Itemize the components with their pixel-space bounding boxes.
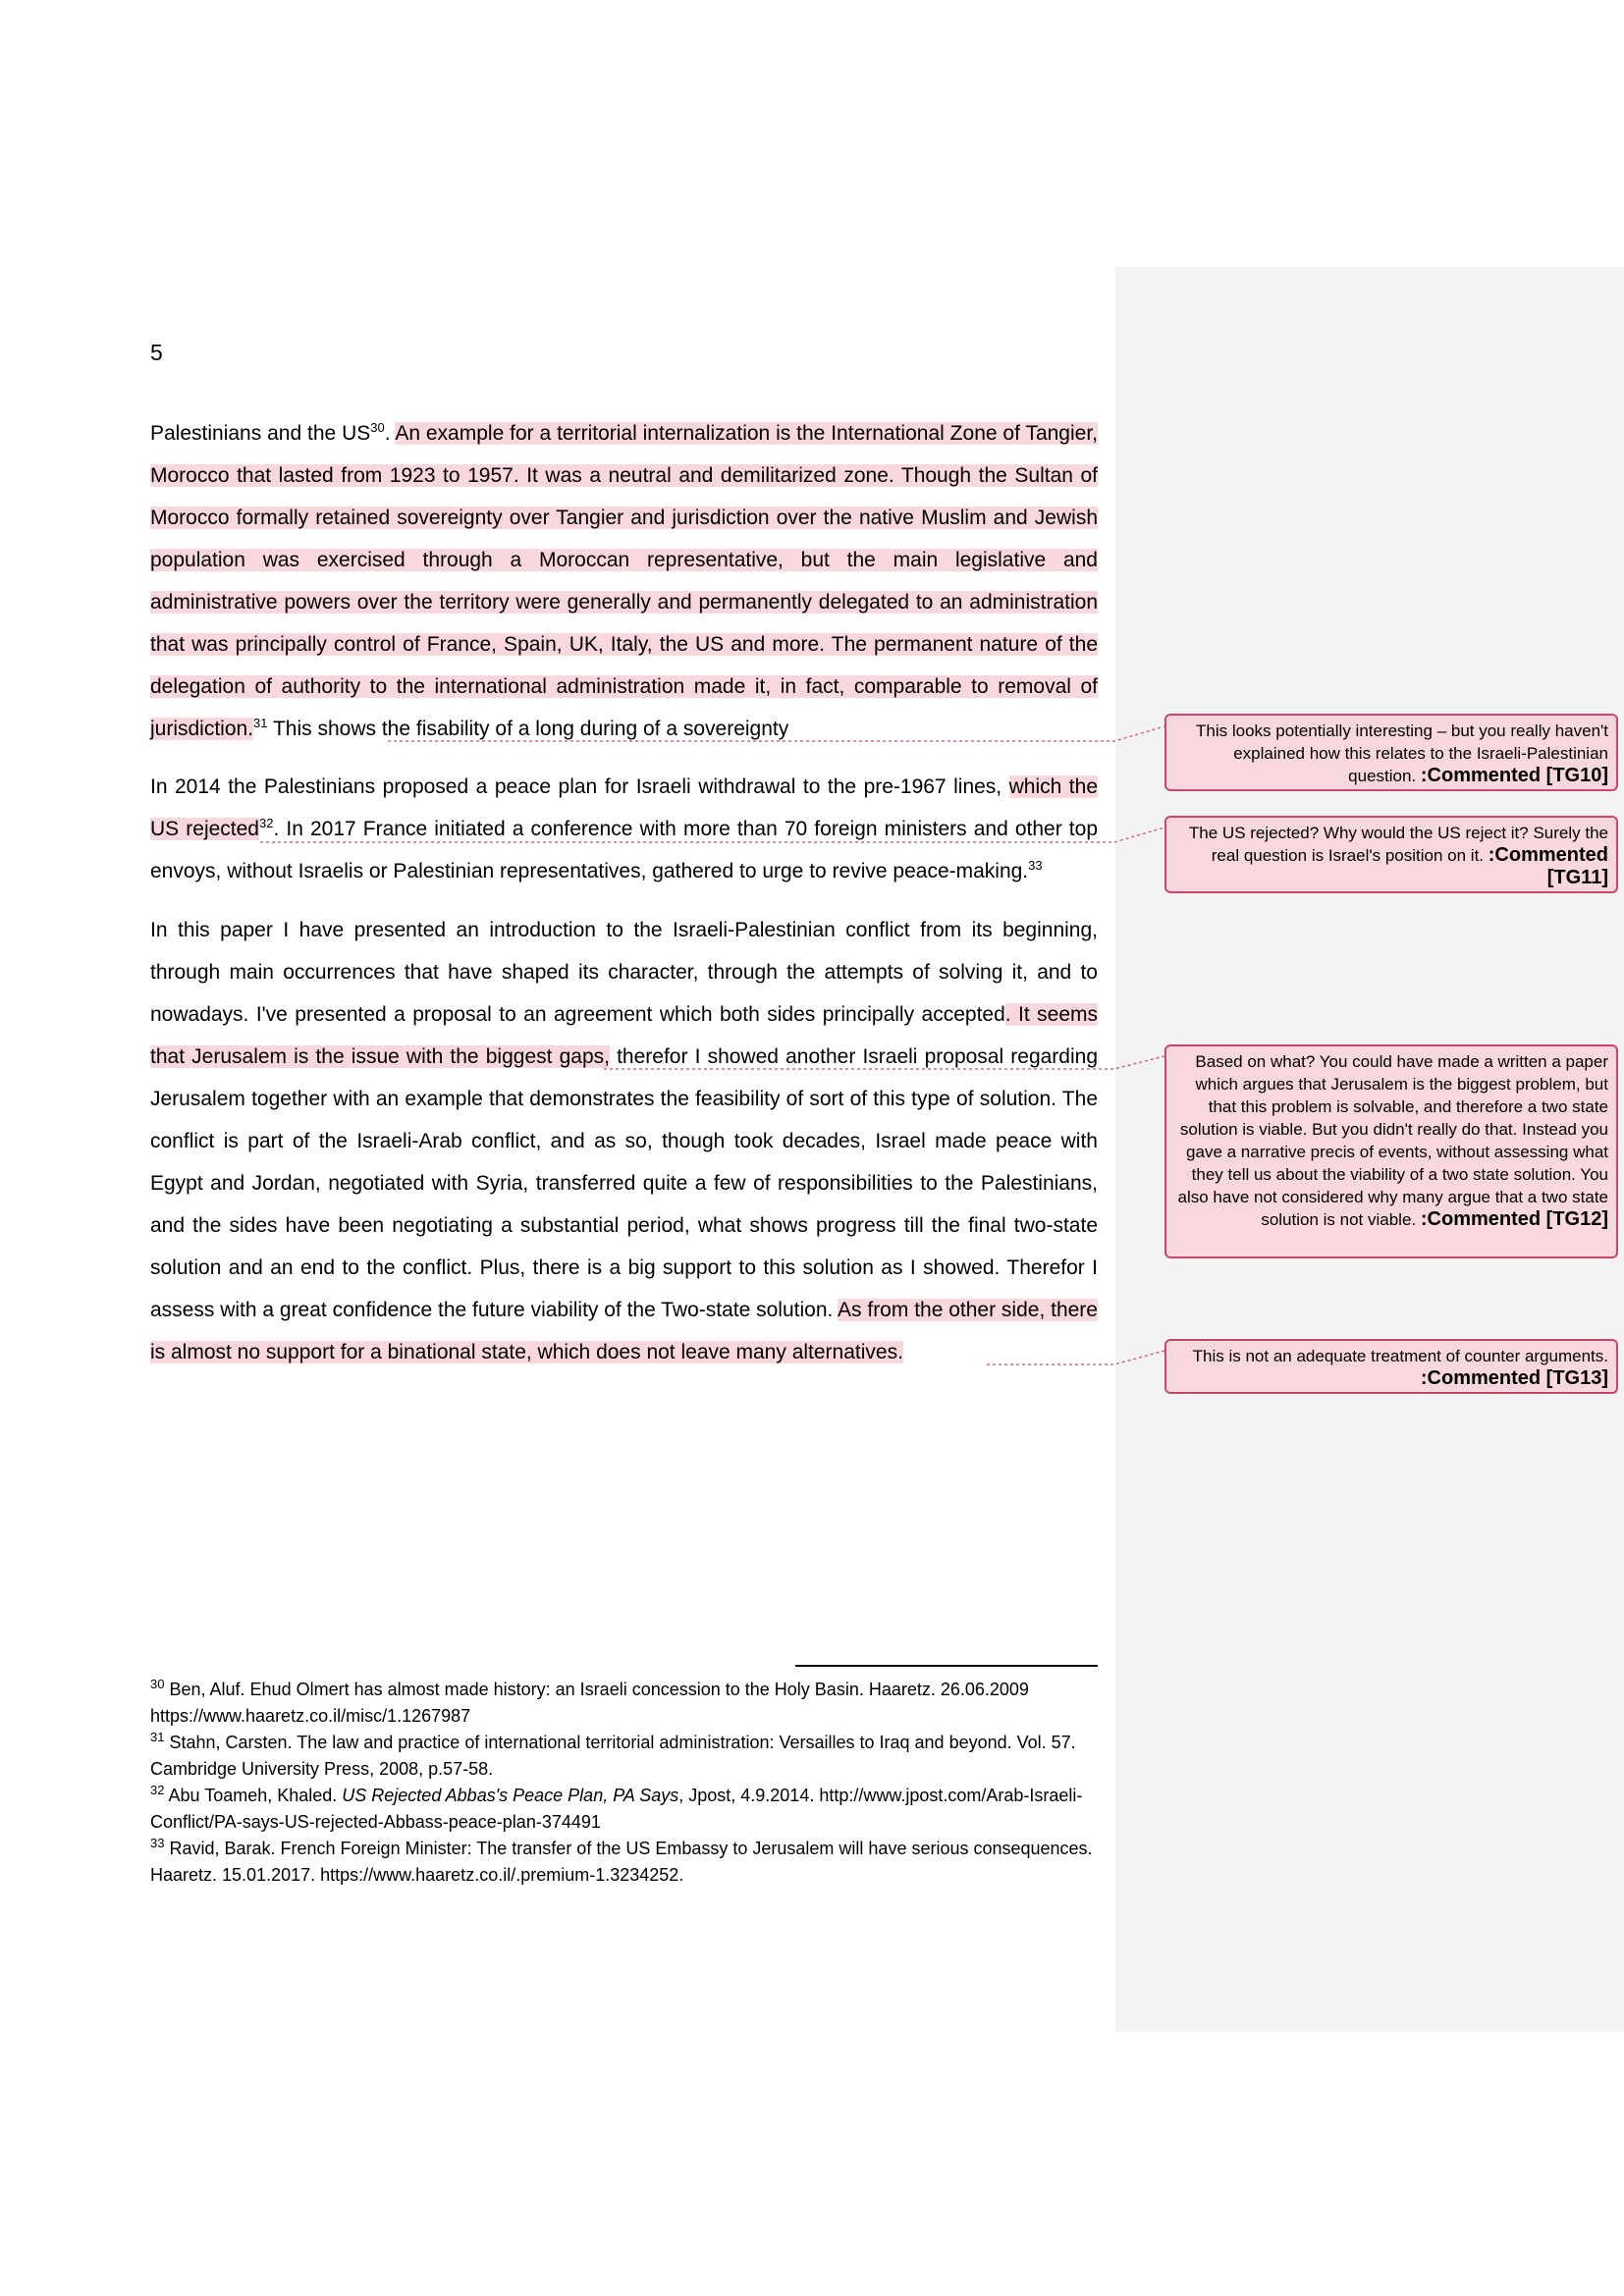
footnote-text-pre: Abu Toameh, Khaled. xyxy=(168,1786,343,1805)
footnote-text: Ben, Aluf. Ehud Olmert has almost made history: an Israeli concession to the Holy Basin. Haaretz. 26.06.2009 https://www.haaretz.co.il/misc/1.1267987 xyxy=(150,1680,1029,1726)
footnote-31 xyxy=(150,1730,1098,1783)
footnote-text-post: , Jpost, 4.9.2014. http://www.jpost.com/Arab-Israeli-Conflict/PA-says-US-rejected-Abbass-peace-plan-374491 xyxy=(150,1786,1083,1832)
footnote-number: 33 xyxy=(150,1836,165,1850)
footnote-ref-32[interactable]: 32 xyxy=(258,816,274,830)
comment-body: Based on what? You could have made a written a paper which argues that Jerusalem is the biggest problem, but that this problem is solvable, and therefore a two state solution is viable. But you didn't really do that. Instead you gave a narrative precis of events, without assessing what they tell us about the viability of a two state solution. You also have not considered why many argue that a two state solution is not viable. xyxy=(1177,1052,1608,1229)
footnote-number: 31 xyxy=(150,1730,165,1744)
comment-body: This looks potentially interesting – but you really haven't explained how this relates to the Israeli-Palestinian question. xyxy=(1196,721,1608,785)
comment-body: This is not an adequate treatment of counter arguments. xyxy=(1192,1347,1608,1365)
page-number: 5 xyxy=(150,340,163,365)
comment-tag: :Commented [TG11] xyxy=(1488,844,1608,888)
paragraph-1-lead-end: . xyxy=(384,422,396,445)
footnote-33 xyxy=(150,1836,1098,1889)
comment-balloon-tg10[interactable] xyxy=(1164,714,1618,791)
comment-balloon-tg13[interactable] xyxy=(1164,1339,1618,1394)
footnote-text: Stahn, Carsten. The law and practice of international territorial administration: Versailles to Iraq and beyond. Vol. 57. Cambridge University Press, 2008, p.57-58. xyxy=(150,1733,1076,1779)
paragraph-1-tail: This shows the fisability of a long during of a sovereignty xyxy=(267,718,789,740)
footnote-ref-31[interactable]: 31 xyxy=(253,716,268,730)
footnote-italic-title: US Rejected Abbas's Peace Plan, PA Says xyxy=(342,1786,679,1805)
footnote-32 xyxy=(150,1783,1098,1836)
comment-body: The US rejected? Why would the US reject it? Surely the real question is Israel's position on it. xyxy=(1188,824,1608,865)
paragraph-1-lead: Palestinians and the US xyxy=(150,422,371,445)
paragraph-2-text-2: . In 2017 France initiated a conference with more than 70 foreign ministers and other top envoys, without Israelis or Palestinian representatives, gathered to urge to revive peace-making. xyxy=(150,818,1099,882)
paragraph-3 xyxy=(150,909,1098,1373)
paragraph-2 xyxy=(150,766,1098,892)
footnote-separator xyxy=(795,1665,1098,1667)
paragraph-3-text-1: In this paper I have presented an introduction to the Israeli-Palestinian conflict from its beginning, through main occurrences that have shaped its character, through the attempts of solving it, and to nowadays. I've presented a proposal to an agreement which both sides principally accepted xyxy=(150,919,1098,1026)
comment-highlight-tg10[interactable]: An example for a territorial internalization is the International Zone of Tangier, Morocco that lasted from 1923 to 1957. It was a neutral and demilitarized zone. Though the Sultan of Morocco formally retained sovereignty over Tangier and jurisdiction over the native Muslim and Jewish population was exercised through a Moroccan representative, but the main legislative and administrative powers over the territory were generally and permanently delegated to an administration that was principally control of France, Spain, UK, Italy, the US and more. The permanent nature of the delegation of authority to the international administration made it, in fact, comparable to removal of jurisdiction. xyxy=(150,422,1098,740)
comment-highlight-tg13[interactable]: As from the other side, there is almost no support for a binational state, which does not leave many alternatives. xyxy=(150,1299,1098,1363)
paragraph-3-text-2: therefor I showed another Israeli proposal regarding Jerusalem together with an example that demonstrates the feasibility of sort of this type of solution. The conflict is part of the Israeli-Arab conflict, and as so, though took decades, Israel made peace with Egypt and Jordan, negotiated with Syria, transferred quite a few of responsibilities to the Palestinians, and the sides have been negotiating a substantial period, what shows progress till the final two-state solution and an end to the conflict. Plus, there is a big support to this solution as I showed. Therefor I assess with a great confidence the future viability of the Two-state solution. xyxy=(150,1045,1098,1321)
footnote-ref-30[interactable]: 30 xyxy=(370,420,385,435)
footnote-number: 30 xyxy=(150,1677,165,1691)
comment-highlight-tg11[interactable]: which the US rejected xyxy=(150,775,1098,840)
comment-highlight-tg12[interactable]: . It seems that Jerusalem is the issue with the biggest gaps, xyxy=(150,1003,1098,1068)
footnote-number: 32 xyxy=(150,1783,165,1797)
comment-tag: :Commented [TG10] xyxy=(1420,765,1608,786)
footnote-30 xyxy=(150,1677,1098,1730)
footnote-text: Ravid, Barak. French Foreign Minister: The transfer of the US Embassy to Jerusalem will have serious consequences. Haaretz. 15.01.2017. https://www.haaretz.co.il/.premium-1.3234252. xyxy=(150,1839,1093,1885)
comment-tag: :Commented [TG12] xyxy=(1420,1208,1608,1230)
paragraph-1 xyxy=(150,412,1098,750)
footnotes xyxy=(150,1677,1098,1889)
paragraph-2-text-1: In 2014 the Palestinians proposed a peace plan for Israeli withdrawal to the pre-1967 lines, xyxy=(150,775,1009,798)
comment-balloon-tg12[interactable] xyxy=(1164,1044,1618,1258)
comment-tag: :Commented [TG13] xyxy=(1420,1367,1608,1389)
footnote-ref-33[interactable]: 33 xyxy=(1028,858,1043,873)
comment-balloon-tg11[interactable] xyxy=(1164,816,1618,893)
